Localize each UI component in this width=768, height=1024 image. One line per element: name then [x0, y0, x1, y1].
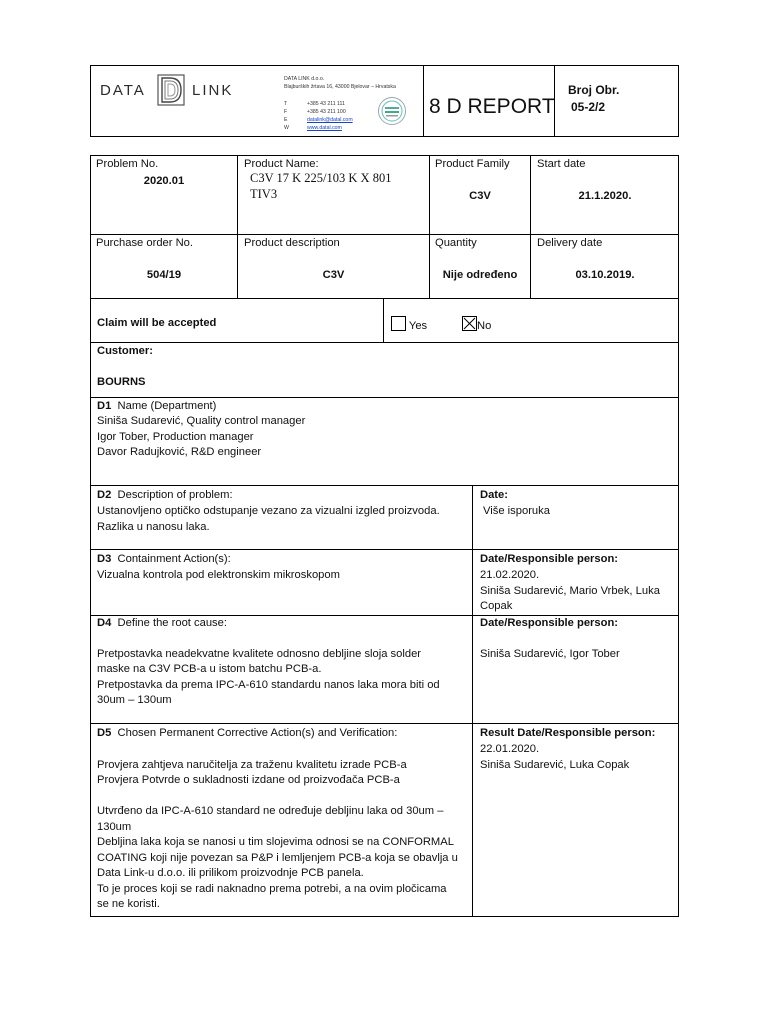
product-family-value: C3V [469, 190, 491, 202]
delivery-date-value: 03.10.2019. [575, 269, 635, 281]
d1-heading: D1 Name (Department) [97, 400, 217, 412]
d2-line: Ustanovljeno optičko odstupanje vezano za vizualni izgled proizvoda. [97, 505, 440, 517]
yes-label: Yes [408, 320, 428, 332]
d2-col-divider [472, 486, 473, 550]
purchase-order-value: 504/19 [146, 269, 182, 281]
start-date-value: 21.1.2020. [578, 190, 632, 202]
company-logo [100, 72, 248, 110]
d1-content [97, 414, 305, 461]
logo-text-left: DATA [100, 82, 146, 99]
claim-col-divider [383, 299, 384, 343]
claim-yes-option[interactable] [391, 316, 427, 335]
d5-heading: D5 Chosen Permanent Corrective Action(s) and Verification: [97, 727, 398, 739]
purchase-order-label: Purchase order No. [96, 237, 194, 249]
d5-content: Provjera zahtjeva naručitelja za traženu kvalitetu izrade PCB-a Provjera Potvrde o sukladnosti izdane od proizvođača PCB-a Utvrđeno da IPC-A-610 standard ne određuje debljinu laka od 30um – 130um Debljina laka koja se nanosi u tim slojevima odnosi se na CONFORMAL COATING koji nije povezan sa P&P i lemljenjem PCB-a koja se obavlja u Data Link-u d.o.o. ili prilikom proizvodnje PCB panela. To je proces koji se radi naknadno prema potrebi, a na ovim pločicama se ne koristi. [97, 758, 458, 910]
logo-d-icon [157, 74, 185, 106]
contact-phone: T +385 43 211 111 [284, 100, 345, 107]
product-name-value: C3V 17 K 225/103 K X 801 TIV3 [250, 171, 392, 201]
company-address: Blajburških žrtava 16, 43000 Bjelovar – Hrvatska [284, 84, 396, 91]
yes-checkbox[interactable] [391, 316, 406, 331]
d1-line: Igor Tober, Production manager [97, 430, 254, 443]
d4-col-divider [472, 616, 473, 724]
company-name: DATA LINK d.o.o. [284, 76, 325, 82]
contact-email[interactable]: E datalink@datal.com [284, 117, 353, 124]
d2-content [97, 504, 440, 535]
no-checkbox[interactable] [462, 316, 477, 331]
d2-heading: D2 Description of problem: [97, 489, 233, 501]
header-divider-1 [423, 65, 424, 137]
d2-side-content: Više isporuka [483, 505, 550, 517]
d4-side-content: Siniša Sudarević, Igor Tober [480, 647, 620, 660]
problem-no-value: 2020.01 [143, 175, 185, 187]
info-row-divider [90, 234, 679, 235]
d5-side-content: 22.01.2020. Siniša Sudarević, Luka Copak [480, 743, 630, 771]
d3-content: Vizualna kontrola pod elektronskim mikroskopom [97, 569, 340, 581]
report-title: 8 D REPORT [429, 95, 555, 118]
d5-col-divider [472, 724, 473, 917]
product-description-value: C3V [322, 269, 345, 281]
certification-seal-icon [377, 96, 407, 126]
checked-x-icon [463, 317, 476, 330]
problem-no-label: Problem No. [96, 158, 159, 170]
d4-heading: D4 Define the root cause: [97, 617, 227, 629]
quantity-value: Nije određeno [442, 269, 518, 281]
product-description-label: Product description [244, 237, 340, 249]
contact-fax: F +385 43 211 100 [284, 108, 346, 115]
delivery-date-label: Delivery date [537, 237, 603, 249]
no-label: No [477, 320, 492, 332]
d2-line: Razlika u nanosu laka. [97, 520, 210, 533]
customer-name: BOURNS [97, 376, 146, 388]
customer-label: Customer: [97, 345, 153, 357]
d1-line: Davor Radujković, R&D engineer [97, 446, 262, 458]
claim-no-option[interactable] [462, 316, 491, 335]
d5-side-label: Result Date/Responsible person: [480, 727, 656, 739]
start-date-label: Start date [537, 158, 586, 170]
d2-side-label: Date: [480, 489, 508, 501]
product-name-label: Product Name: [244, 158, 319, 170]
customer-section [90, 343, 679, 398]
contact-web[interactable]: W www.datal.com [284, 125, 342, 132]
d3-side-label: Date/Responsible person: [480, 553, 619, 565]
claim-label: Claim will be accepted [97, 317, 217, 329]
form-number: 05-2/2 [571, 100, 606, 114]
form-label: Broj Obr. [568, 83, 620, 97]
product-family-label: Product Family [435, 158, 510, 170]
d3-side-content: 21.02.2020. Siniša Sudarević, Mario Vrbek, Luka Copak [480, 569, 660, 612]
d3-col-divider [472, 550, 473, 616]
d4-side-label: Date/Responsible person: [480, 617, 619, 629]
d4-content: Pretpostavka neadekvatne kvalitete odnosno debljine sloja solder maske na C3V PCB-a u istom batchu PCB-a. Pretpostavka da prema IPC-A-610 standardu nanos laka mora biti od 30um – 130um [97, 647, 440, 706]
d3-heading: D3 Containment Action(s): [97, 553, 231, 565]
d1-line: Siniša Sudarević, Quality control manager [97, 415, 306, 427]
quantity-label: Quantity [435, 237, 477, 249]
logo-text-right: LINK [192, 82, 234, 99]
